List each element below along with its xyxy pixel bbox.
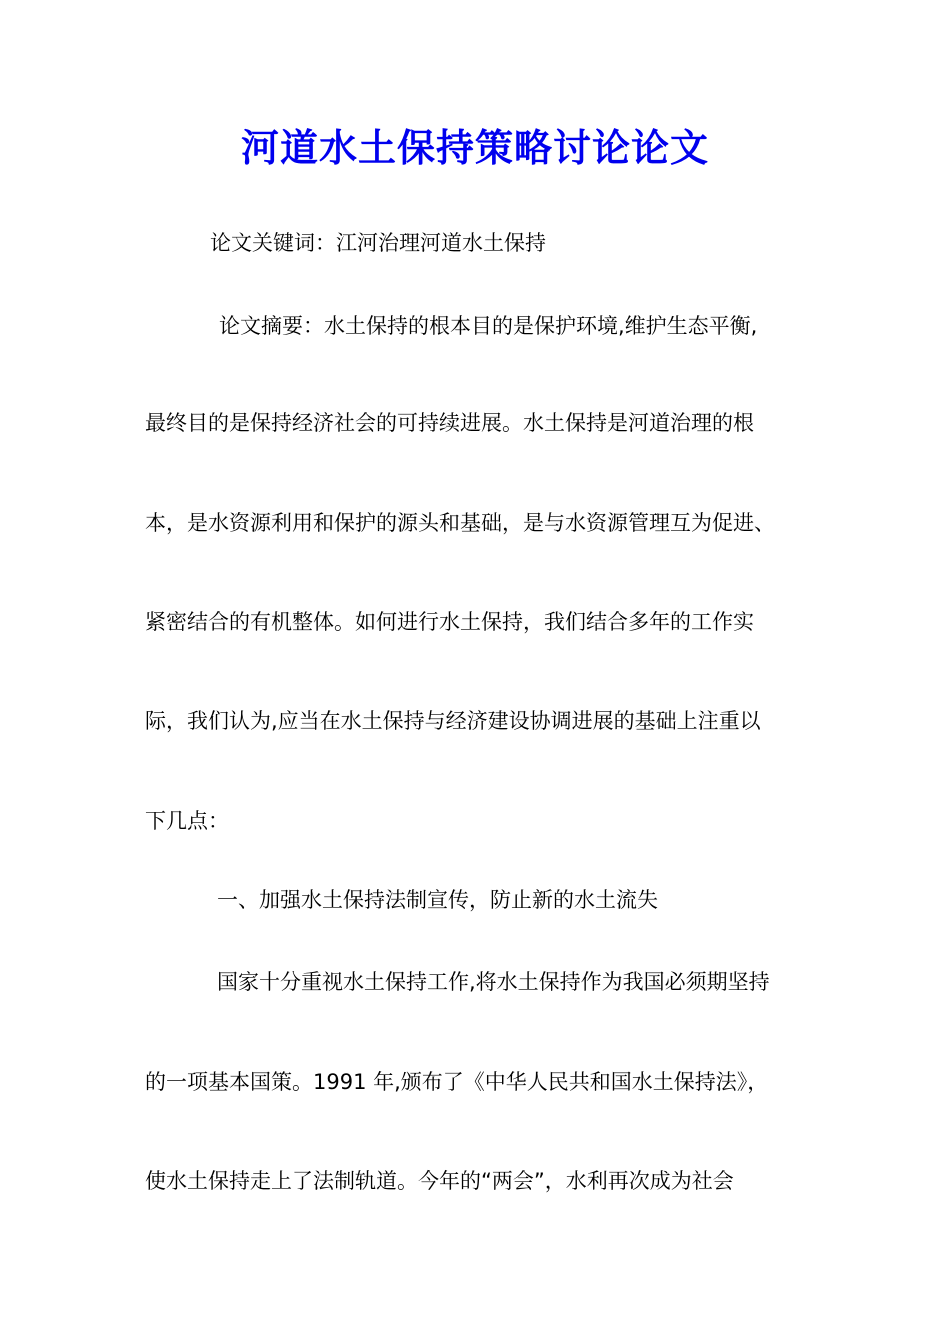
body-line-1: 国家十分重视水土保持工作,将水土保持作为我国必须期坚持 (217, 970, 770, 994)
body-line-2: 的一项基本国策。1991 年,颁布了《中华人民共和国水土保持法》， (145, 1070, 769, 1094)
section-heading: 一、加强水土保持法制宣传，防止新的水土流失 (217, 888, 658, 912)
abstract-line-3: 本，是水资源利用和保护的源头和基础，是与水资源管理互为促进、 (145, 511, 775, 535)
abstract-line-2: 最终目的是保持经济社会的可持续进展。水土保持是河道治理的根 (145, 411, 754, 435)
body-line-3: 使水土保持走上了法制轨道。今年的“两会”，水利再次成为社会 (145, 1169, 734, 1193)
abstract-line-4: 紧密结合的有机整体。如何进行水土保持，我们结合多年的工作实 (145, 610, 754, 634)
abstract-line-5: 际，我们认为,应当在水土保持与经济建设协调进展的基础上注重以 (145, 709, 761, 733)
abstract-line-6: 下几点： (145, 809, 229, 833)
keywords-line: 论文关键词：江河治理河道水土保持 (210, 231, 546, 255)
document-title: 河道水土保持策略讨论论文 (240, 125, 709, 170)
abstract-line-1: 论文摘要：水土保持的根本目的是保护环境,维护生态平衡, (219, 314, 758, 338)
